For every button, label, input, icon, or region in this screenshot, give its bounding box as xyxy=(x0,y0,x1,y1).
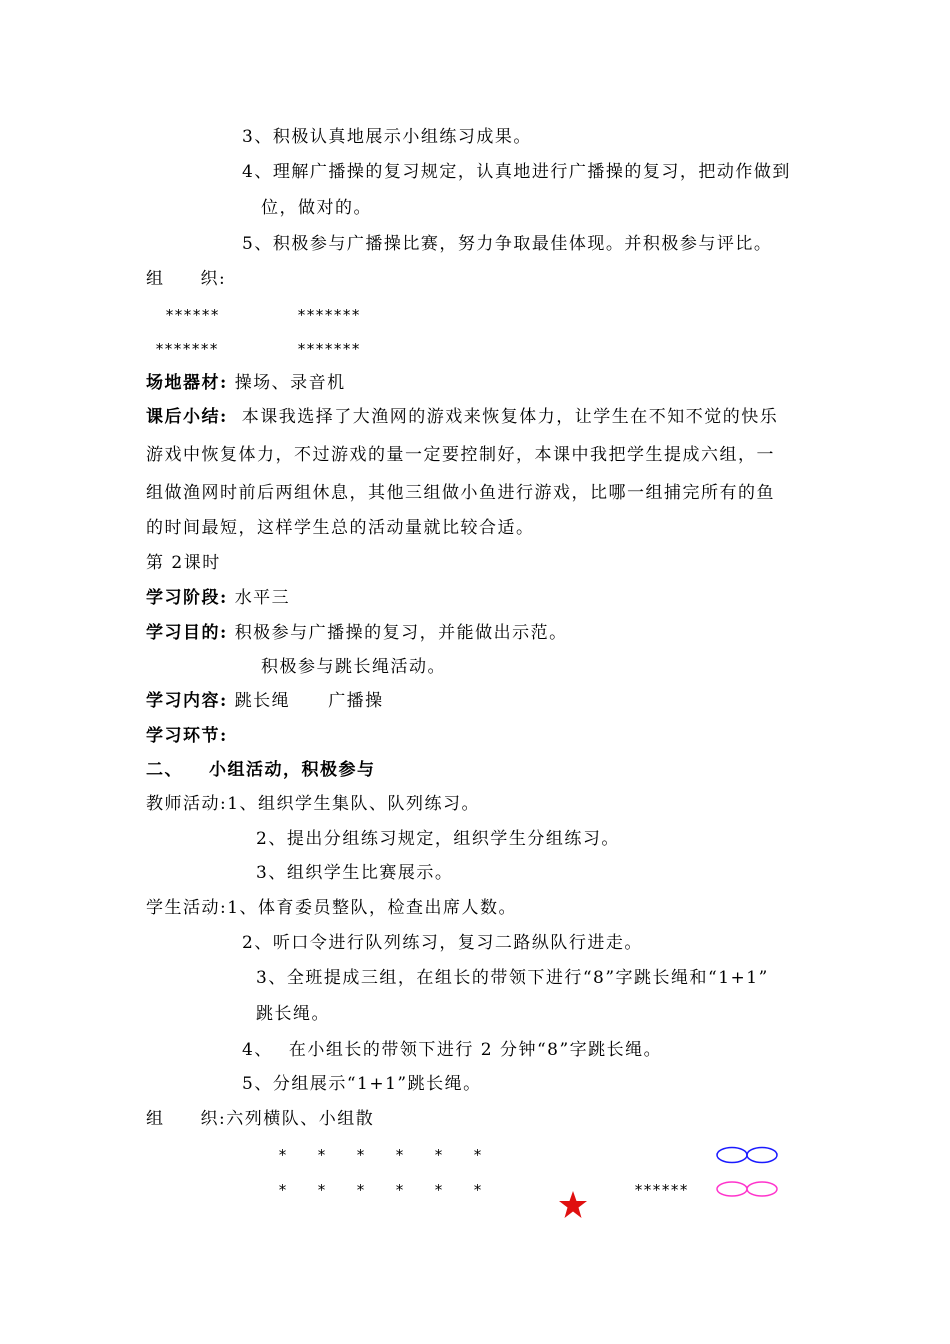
student-line-1: 学生活动:1、体育委员整队，检查出席人数。 xyxy=(146,898,518,918)
student-line-4: 4、 在小组长的带领下进行 2 分钟“8”字跳长绳。 xyxy=(242,1040,663,1060)
student-marker: * xyxy=(278,1146,288,1164)
summary-label: 课后小结: xyxy=(146,407,228,427)
summary-line-2: 游戏中恢复体力，不过游戏的量一定要控制好，本课中我把学生提成六组，一 xyxy=(146,445,775,465)
formation-stars-row-2: ******* xyxy=(155,340,219,358)
student-line-3: 3、全班提成三组，在组长的带领下进行“8”字跳长绳和“1+1” xyxy=(256,968,769,988)
summary-line-4: 的时间最短，这样学生总的活动量就比较合适。 xyxy=(146,518,535,538)
student-marker: * xyxy=(395,1146,405,1164)
objective-4: 4、理解广播操的复习规定，认真地进行广播操的复习，把动作做到 xyxy=(242,162,791,182)
stage-label: 学习阶段: xyxy=(146,588,228,608)
venue-line xyxy=(146,372,346,394)
teacher-line-2: 2、提出分组练习规定，组织学生分组练习。 xyxy=(256,829,620,849)
stage-line xyxy=(146,587,290,609)
content-b: 广播操 xyxy=(328,691,384,711)
formation-stars-row-2b: ******* xyxy=(297,340,361,358)
content-label: 学习内容: xyxy=(146,691,228,711)
summary-line-3: 组做渔网时前后两组休息，其他三组做小鱼进行游戏，比哪一组捕完所有的鱼 xyxy=(146,483,775,503)
goal-text-1: 积极参与广播操的复习，并能做出示范。 xyxy=(234,623,568,643)
formation-row-2 xyxy=(278,1179,512,1201)
student-marker: * xyxy=(356,1146,366,1164)
organization-line-2: 组 织:六列横队、小组散 xyxy=(146,1109,375,1129)
section-heading xyxy=(146,759,376,781)
goal-line-1 xyxy=(146,622,568,644)
magenta-ring-right xyxy=(747,1182,777,1196)
red-star-icon xyxy=(558,1190,588,1220)
formation-stars-row-1b: ******* xyxy=(297,306,361,324)
magenta-ring-left xyxy=(717,1182,747,1196)
blue-ring-right xyxy=(747,1148,777,1163)
venue-label: 场地器材: xyxy=(146,373,228,393)
stage-text: 水平三 xyxy=(234,588,291,608)
objective-3: 3、积极认真地展示小组练习成果。 xyxy=(242,127,532,147)
student-marker: * xyxy=(473,1181,483,1199)
student-marker: * xyxy=(395,1181,405,1199)
summary-line-1: 课后小结: 本课我选择了大渔网的游戏来恢复体力，让学生在不知不觉的快乐 xyxy=(146,407,779,427)
student-marker: * xyxy=(356,1181,366,1199)
lesson-number: 第 2课时 xyxy=(146,553,221,573)
formation-stars-row-1: ****** xyxy=(165,306,220,324)
goal-label: 学习目的: xyxy=(146,623,228,643)
organization-text-2: 六列横队、小组散 xyxy=(226,1109,375,1129)
blue-rope-rings xyxy=(716,1145,780,1165)
student-marker: * xyxy=(317,1181,327,1199)
section-title: 小组活动，积极参与 xyxy=(209,760,376,780)
teacher-line-3: 3、组织学生比赛展示。 xyxy=(256,863,454,883)
student-line-5: 5、分组展示“1+1”跳长绳。 xyxy=(242,1074,482,1094)
student-marker: * xyxy=(434,1181,444,1199)
student-marker: * xyxy=(278,1181,288,1199)
goal-line-2: 积极参与跳长绳活动。 xyxy=(261,657,446,677)
student-line-2: 2、听口令进行队列练习，复习二路纵队行进走。 xyxy=(242,933,643,953)
student-marker: * xyxy=(473,1146,483,1164)
venue-text: 操场、录音机 xyxy=(234,373,346,393)
blue-ring-left xyxy=(717,1148,747,1163)
objective-5: 5、积极参与广播操比赛，努力争取最佳体现。并积极参与评比。 xyxy=(242,234,773,254)
student-marker: * xyxy=(317,1146,327,1164)
steps-label: 学习环节: xyxy=(146,726,228,746)
teacher-line-1: 教师活动:1、组织学生集队、队列练习。 xyxy=(146,794,481,814)
teacher-label: 教师活动: xyxy=(146,794,228,814)
group-stars: ****** xyxy=(634,1181,689,1199)
objective-4-cont: 位，做对的。 xyxy=(261,198,372,218)
student-marker: * xyxy=(434,1146,444,1164)
red-star-shape xyxy=(559,1191,587,1218)
formation-row-1 xyxy=(278,1144,512,1166)
student-line-3-cont: 跳长绳。 xyxy=(256,1004,330,1024)
magenta-rope-rings xyxy=(716,1179,780,1199)
organization-label-1: 组 织: xyxy=(146,269,227,289)
content-a: 跳长绳 xyxy=(234,691,291,711)
content-line xyxy=(146,690,384,712)
student-label: 学生活动: xyxy=(146,898,228,918)
section-number: 二、 xyxy=(146,760,183,780)
